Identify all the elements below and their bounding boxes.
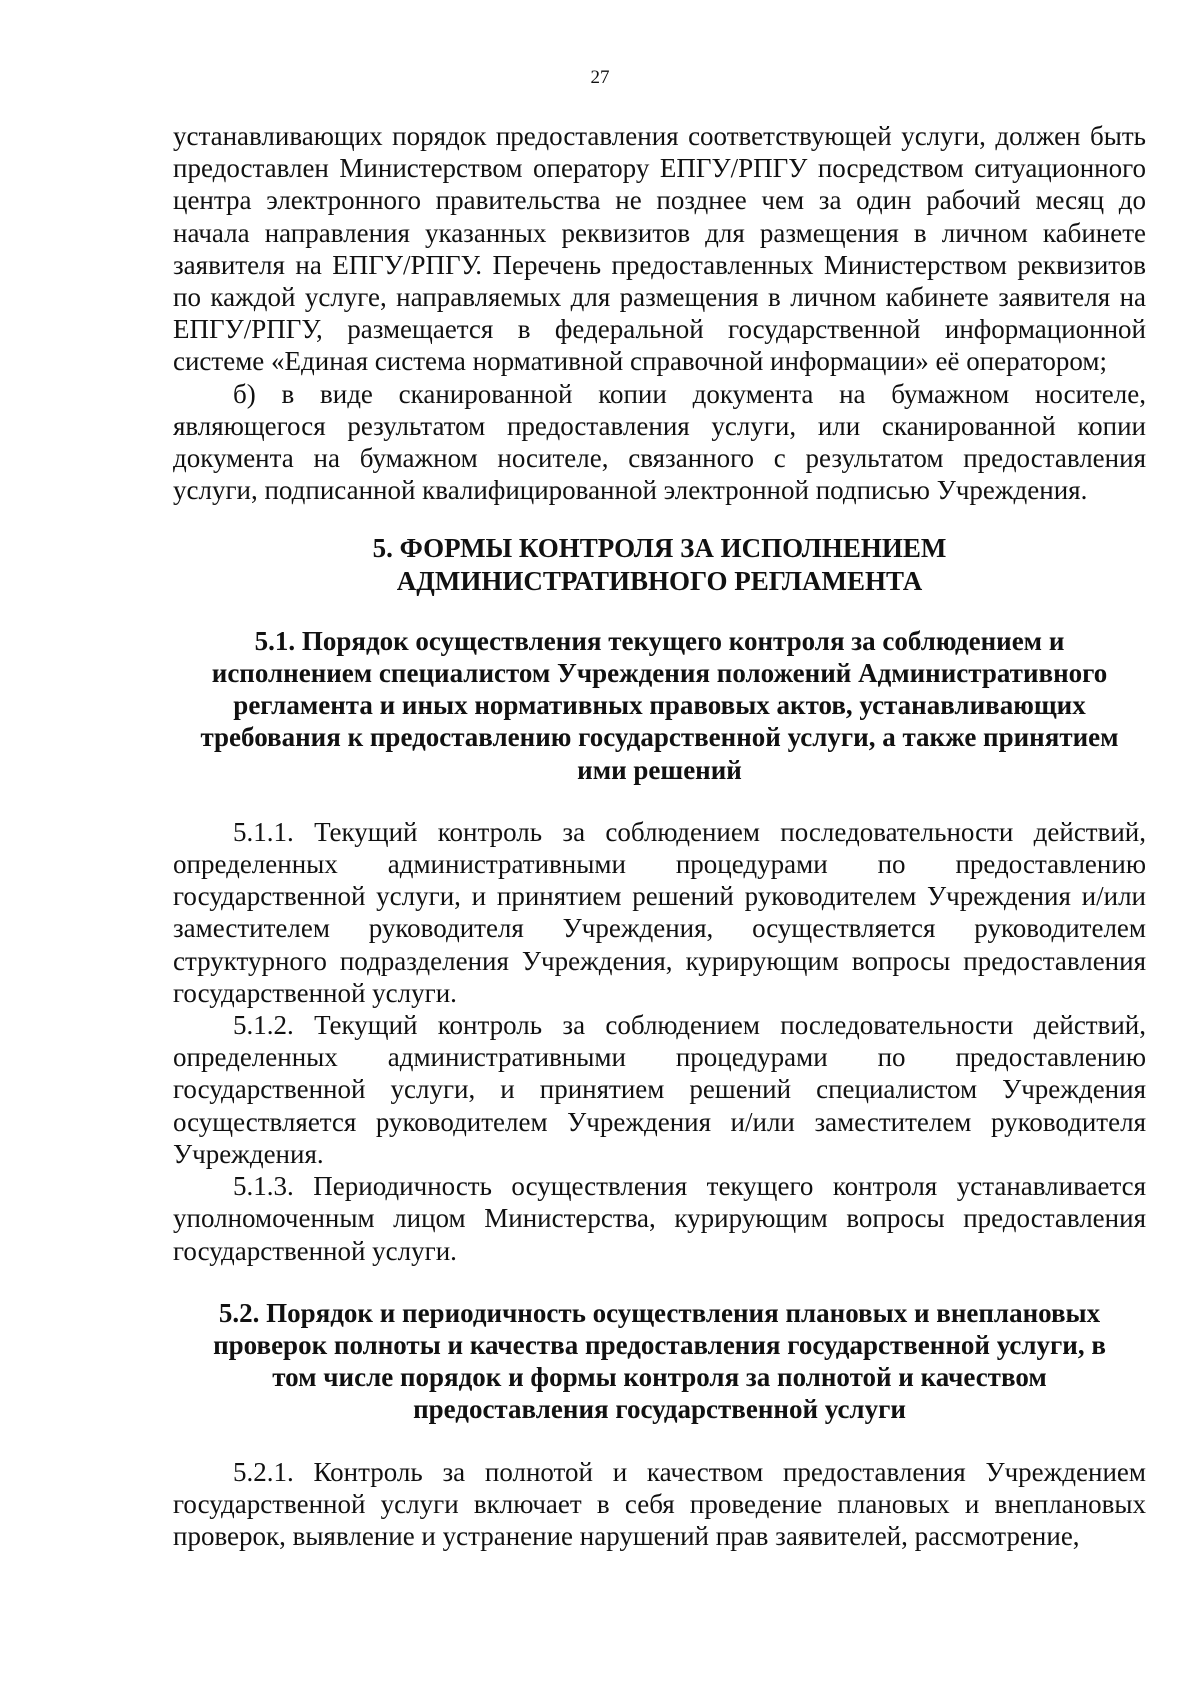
subsection-5-2-heading-line: 5.2. Порядок и периодичность осуществления плановых и внеплановых (218, 1297, 1101, 1328)
page-content (173, 120, 1146, 1552)
subsection-5-1-heading-line: ими решений (577, 754, 742, 785)
paragraph-5-2-1: 5.2.1. Контроль за полнотой и качеством предоставления Учреждением государственной услуги включает в себя проведение плановых и внеплановых проверок, выявление и устранение нарушений прав заявителей, рассмотрение, (173, 1456, 1146, 1551)
page-number: 27 (590, 67, 610, 88)
section-5-heading-line: АДМИНИСТРАТИВНОГО РЕГЛАМЕНТА (396, 565, 923, 596)
section-5-heading-line: 5. ФОРМЫ КОНТРОЛЯ ЗА ИСПОЛНЕНИЕМ (372, 533, 947, 564)
subsection-5-1-heading-line: 5.1. Порядок осуществления текущего контроля за соблюдением и (254, 625, 1065, 656)
paragraph-5-1-3: 5.1.3. Периодичность осуществления текущего контроля устанавливается уполномоченным лицом Министерства, курирующим вопросы предоставления государственной услуги. (173, 1171, 1146, 1266)
section-5-heading (173, 532, 1146, 596)
paragraph-5-1-2: 5.1.2. Текущий контроль за соблюдением последовательности действий, определенных административными процедурами по предоставлению государственной услуги, и принятием решений специалистом Учреждения осуществляется руководителем Учреждения и/или заместителем руководителя Учреждения. (173, 1010, 1146, 1169)
subsection-5-2-heading-line: предоставления государственной услуги (413, 1394, 906, 1425)
subsection-5-2-heading (173, 1297, 1146, 1426)
subsection-5-1-heading-line: требования к предоставлению государственной услуги, а также принятием (200, 722, 1119, 753)
subsection-5-2-heading-line: проверок полноты и качества предоставления государственной услуги, в (213, 1329, 1106, 1360)
paragraph-5-1-1: 5.1.1. Текущий контроль за соблюдением последовательности действий, определенных административными процедурами по предоставлению государственной услуги, и принятием решений руководителем Учреждения и/или заместителем руководителя Учреждения, осуществляется руководителем структурного подразделения Учреждения, курирующим вопросы предоставления государственной услуги. (173, 816, 1146, 1008)
paragraph-item-b: б) в виде сканированной копии документа на бумажном носителе, являющегося результатом предоставления услуги, или сканированной копии документа на бумажном носителе, связанного с результатом предоставления услуги, подписанной квалифицированной электронной подписью Учреждения. (173, 378, 1146, 506)
subsection-5-1-heading-line: исполнением специалистом Учреждения положений Административного (211, 658, 1108, 689)
subsection-5-1-heading (173, 625, 1146, 786)
subsection-5-1-heading-line: регламента и иных нормативных правовых актов, устанавливающих (233, 690, 1086, 721)
paragraph-continuation: устанавливающих порядок предоставления соответствующей услуги, должен быть предоставлен Министерством оператору ЕПГУ/РПГУ посредством ситуационного центра электронного правительства не позднее чем за один рабочий месяц до начала направления указанных реквизитов для размещения в личном кабинете заявителя на ЕПГУ/РПГУ. Перечень предоставленных Министерством реквизитов по каждой услуге, направляемых для размещения в личном кабинете заявителя на ЕПГУ/РПГУ, размещается в федеральной государственной информационной системе «Единая система нормативной справочной информации» её оператором; (173, 121, 1146, 377)
subsection-5-2-heading-line: том числе порядок и формы контроля за полнотой и качеством (272, 1362, 1047, 1393)
